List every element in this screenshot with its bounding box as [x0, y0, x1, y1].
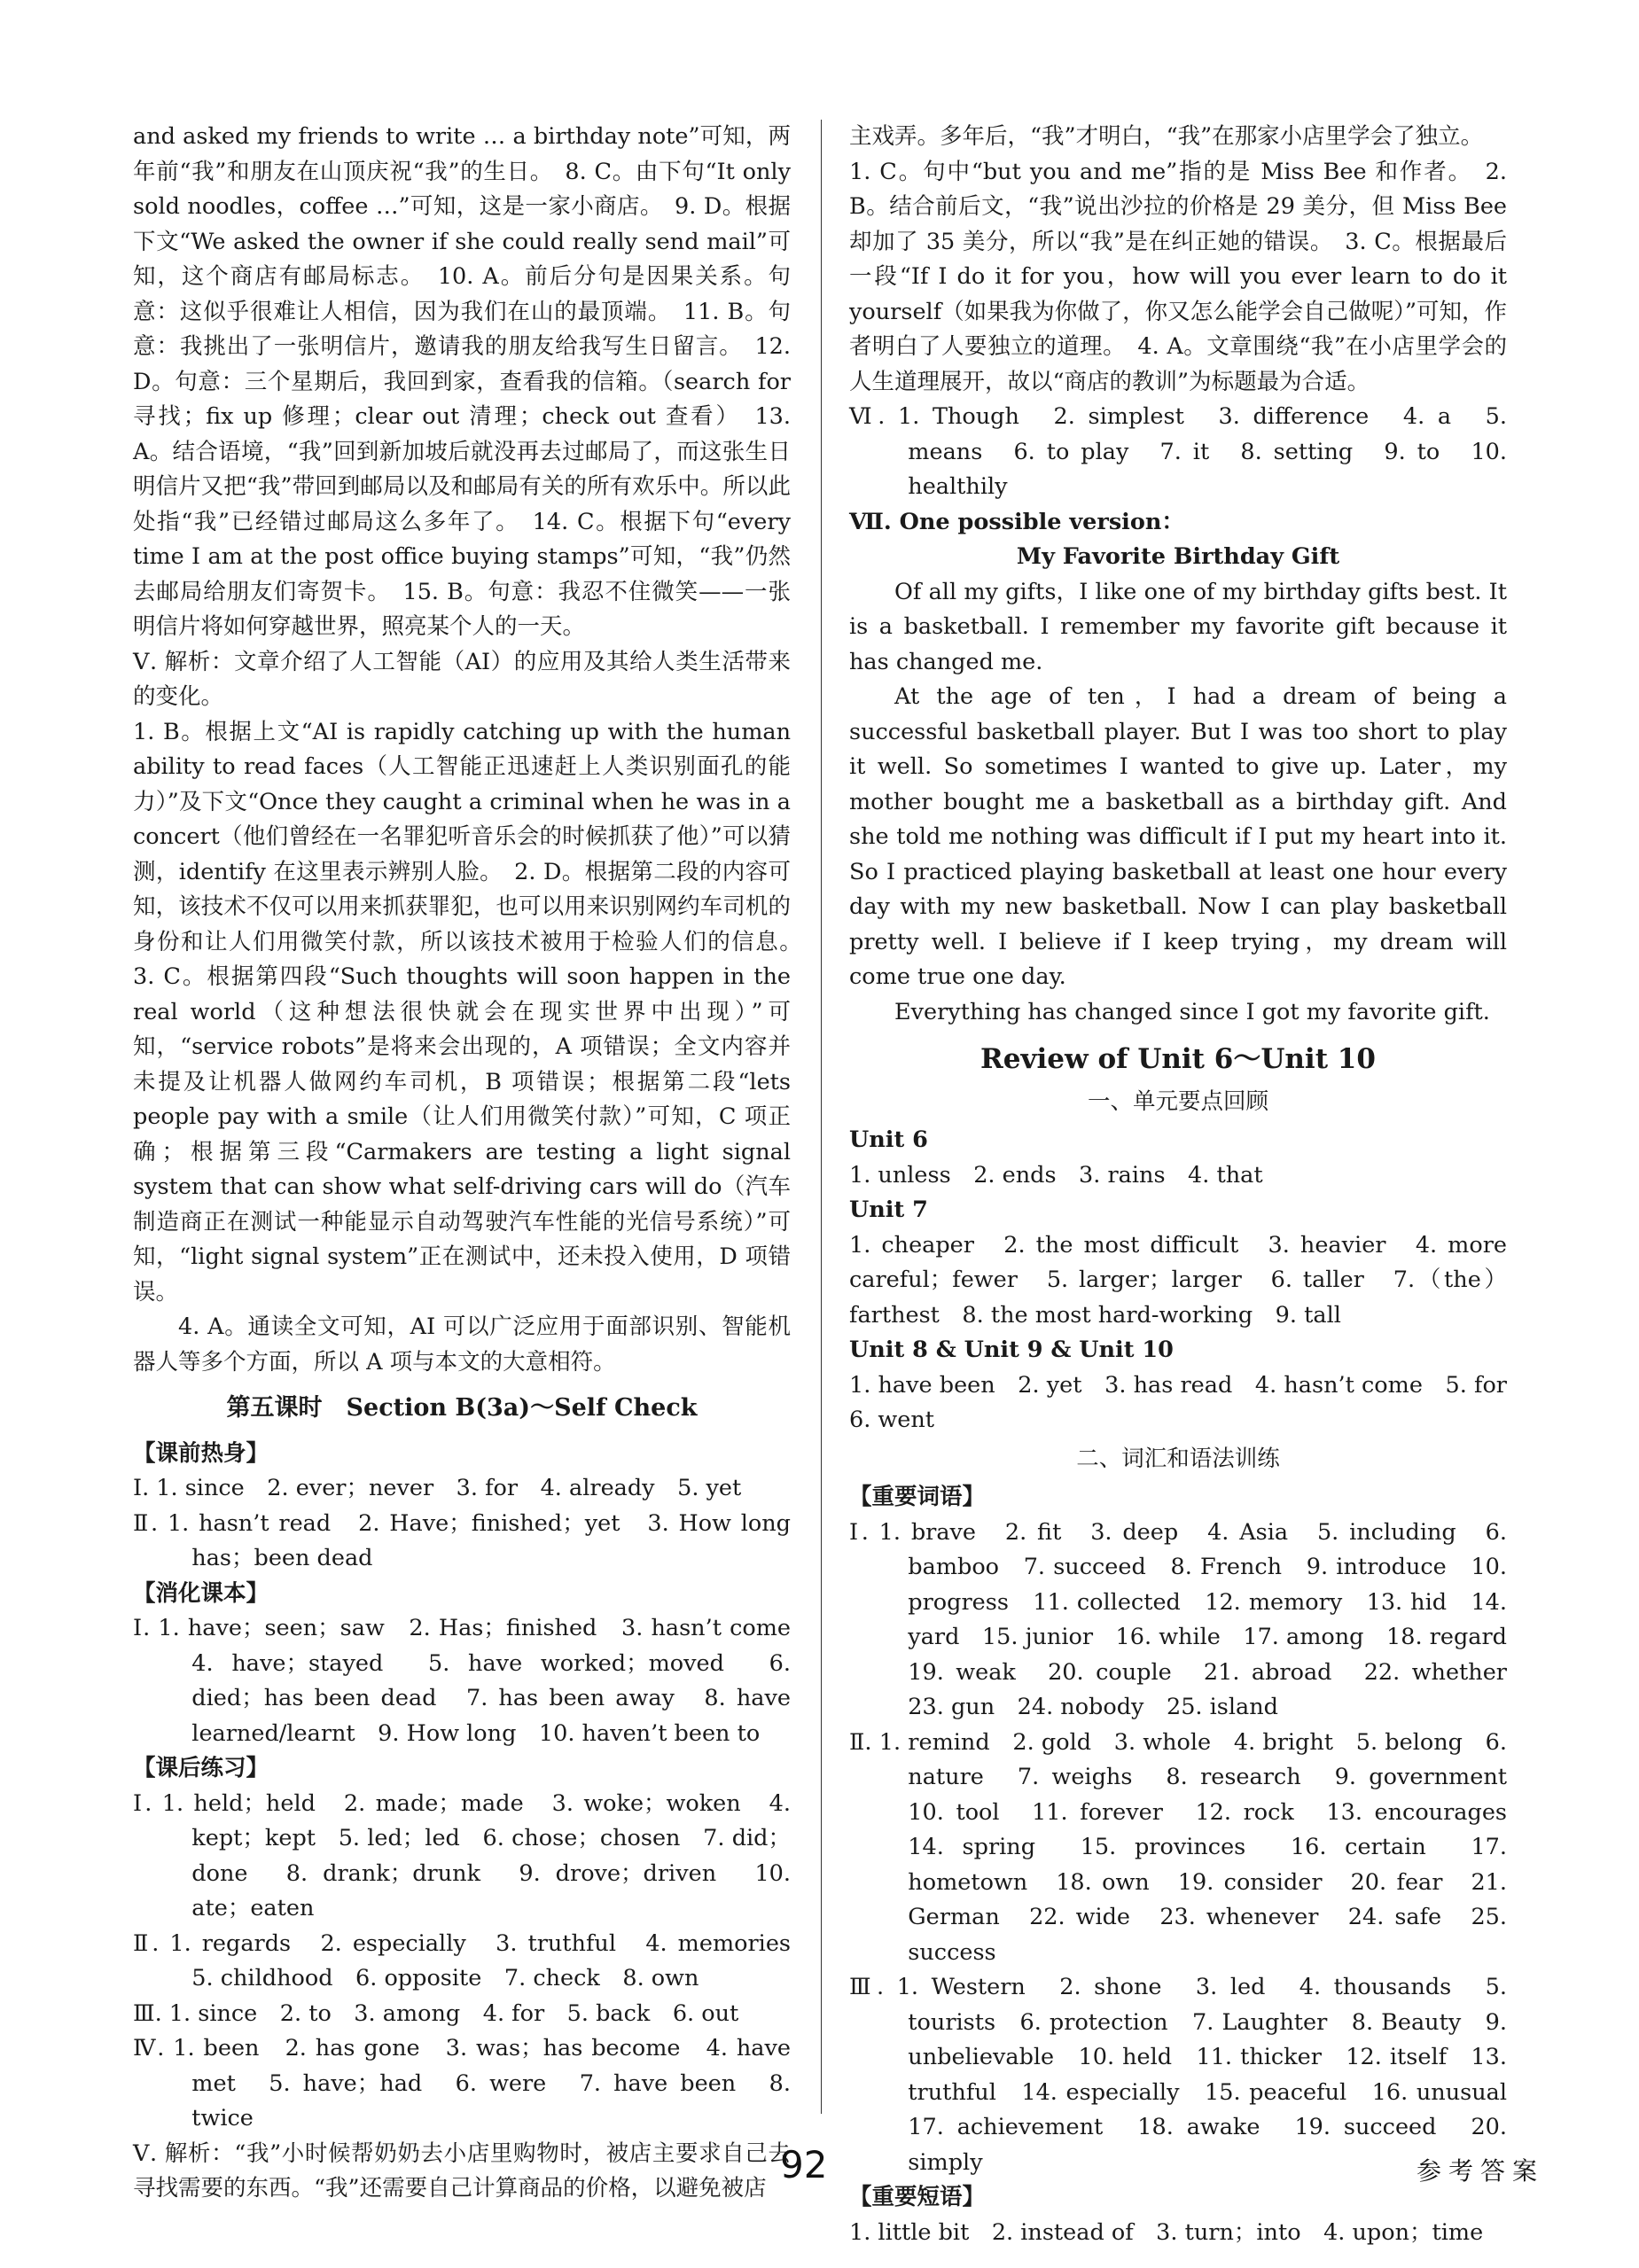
essay-paragraph: At the age of ten，I had a dream of being a successful basketball player. But I was too short to play it well. So sometimes I wanted to give up. Later，my mother bought me a basketball as a birthday gift. And she told me nothing was difficult if I put my heart into it. So I practiced playing basketball at least one hour every day with my new basketball. Now I can play basketball pretty well. I believe if I keep trying，my dream will come true one day.	[849, 683, 1507, 990]
words-item: Ⅰ. 1. brave 2. fit 3. deep 4. Asia 5. including 6. bamboo 7. succeed 8. French 9. introduce 10. progress 11. collected 12. memory 13. hid 14. yard 15. junior 16. while 17. among 18. regard 19. weak 20. couple 21. abroad 22. whether 23. gun 24. nobody 25. island	[849, 1518, 1530, 1720]
unit-label: Unit 6	[849, 1126, 928, 1153]
words-item: Ⅱ. 1. remind 2. gold 3. whole 4. bright 5. belong 6. nature 7. weighs 8. research 9. government 10. tool 11. forever 12. rock 13. encourages 14. spring 15. provinces 16. certain 17. hometown 18. own 19. consider 20. fear 21. German 22. wide 23. whenever 24. safe 25. success	[849, 1728, 1530, 1966]
lesson-title: 第五课时 Section B(3a)～Self Check	[226, 1394, 698, 1422]
unit-answers: 1. unless 2. ends 3. rains 4. that	[849, 1161, 1263, 1189]
unit-label: Unit 8 & Unit 9 & Unit 10	[849, 1337, 1174, 1363]
phrases-label: 【重要短语】	[849, 2184, 986, 2210]
page-number: 92	[780, 2143, 828, 2186]
left-paragraph-3: 1. B。根据上文“AI is rapidly catching up with the human ability to read faces（人工智能正迅速赶上人类识别面孔的能力）”及下文“Once they caught a criminal when he was in a concert（他们曾经在一名罪犯听音乐会的时候抓获了他）”可以猜测，identify 在这里表示辨别人脸。 2. D。根据第二段的内容可知，该技术不仅可以用来抓获罪犯，也可以用来识别网约车司机的身份和让人们用微笑付款，所以该技术被用于检验人们的信息。 3. C。根据第四段“Such thoughts will soon happen in the real world（这种想法很快就会在现实世界中出现）”可知，“service robots”是将来会出现的，A 项错误；全文内容并未提及让机器人做网约车司机，B 项错误；根据第二段“lets people pay with a smile（让人们用微笑付款）”可知，C 项正确；根据第三段“Carmakers are testing a light signal system that can show what self-driving cars will do（汽车制造商正在测试一种能显示自动驾驶汽车性能的光信号系统）”可知，“light signal system”正在测试中，还未投入使用，D 项错误。	[133, 718, 814, 1305]
section-vi: Ⅵ. 1. Though 2. simplest 3. difference 4. a 5. means 6. to play 7. it 8. setting 9. to 10. healthily	[849, 403, 1507, 500]
left-paragraph-2: Ⅴ. 解析：文章介绍了人工智能（AI）的应用及其给人类生活带来的变化。	[133, 648, 791, 710]
after-item: Ⅲ. 1. since 2. to 3. among 4. for 5. back 6. out	[133, 1999, 739, 2027]
digest-item: Ⅰ. 1. have；seen；saw 2. Has；finished 3. hasn’t come 4. have；stayed 5. have worked；moved 6. died；has been dead 7. has been away 8. have learned/learnt 9. How long 10. haven’t been to	[133, 1615, 814, 1747]
warmup-item: Ⅱ. 1. hasn’t read 2. Have；finished；yet 3. How long has；been dead	[133, 1509, 791, 1571]
essay-title: My Favorite Birthday Gift	[1016, 543, 1340, 570]
review-title: Review of Unit 6～Unit 10	[980, 1043, 1376, 1075]
after-label: 【课后练习】	[133, 1755, 269, 1781]
unit-answers: 1. cheaper 2. the most difficult 3. heavier 4. more careful；fewer 5. larger；larger 6. taller 7.（the）farthest 8. the most hard-working 9. tall	[849, 1231, 1507, 1329]
after-item: Ⅰ. 1. held；held 2. made；made 3. woke；woken 4. kept；kept 5. led；led 6. chose；chosen 7. did；done 8. drank；drunk 9. drove；driven 10. ate；eaten	[133, 1789, 791, 1921]
unit-label: Unit 7	[849, 1196, 928, 1223]
warmup-label: 【课前热身】	[133, 1439, 269, 1467]
answer-key-label: 参考答案	[1417, 2156, 1545, 2186]
left-paragraph-4: 4. A。通读全文可知，AI 可以广泛应用于面部识别、智能机器人等多个方面，所以 A 项与本文的大意相符。	[133, 1313, 791, 1376]
right-paragraph-1: 主戏弄。多年后，“我”才明白，“我”在那家小店里学会了独立。	[849, 123, 1484, 150]
words-item: Ⅲ. 1. Western 2. shone 3. led 4. thousands 5. tourists 6. protection 7. Laughter 8. Beauty 9. unbelievable 10. held 11. thicker 12. itself 13. truthful 14. especially 15. peaceful 16. unusual 17. achievement 18. awake 19. succeed 20. simply	[849, 1974, 1530, 2176]
words-label: 【重要词语】	[849, 1484, 986, 1510]
section-1-heading: 一、单元要点回顾	[1087, 1087, 1268, 1115]
after-item: Ⅱ. 1. regards 2. especially 3. truthful 4. memories 5. childhood 6. opposite 7. check 8. own	[133, 1929, 814, 1991]
after-item: Ⅴ. 解析：“我”小时候帮奶奶去小店里购物时，被店主要求自己去寻找需要的东西。“我”还需要自己计算商品的价格，以避免被店	[133, 2139, 791, 2202]
essay-paragraph: Everything has changed since I got my favorite gift.	[894, 998, 1490, 1025]
phrases-item: 1. little bit 2. instead of 3. turn；into 4. upon；time	[849, 2218, 1484, 2246]
essay-paragraph: Of all my gifts，I like one of my birthday gifts best. It is a basketball. I remember my favorite gift because it has changed me.	[849, 578, 1507, 675]
warmup-item: Ⅰ. 1. since 2. ever；never 3. for 4. already 5. yet	[133, 1475, 742, 1501]
left-paragraph-1: and asked my friends to write … a birthday note”可知，两年前“我”和朋友在山顶庆祝“我”的生日。 8. C。由下句“It only sold noodles，coffee …”可知，这是一家小商店。 9. D。根据下文“We asked the owner if she could really send mail”可知，这个商店有邮局标志。 10. A。前后分句是因果关系。句意：这似乎很难让人相信，因为我们在山的最顶端。 11. B。句意：我挑出了一张明信片，邀请我的朋友给我写生日留言。 12. D。句意：三个星期后，我回到家，查看我的信箱。（search for 寻找；fix up 修理；clear out 清理；check out 查看） 13. A。结合语境，“我”回到新加坡后就没再去过邮局了，而这张生日明信片又把“我”带回到邮局以及和邮局有关的所有欢乐中。所以此处指“我”已经错过邮局这么多年了。 14. C。根据下句“every time I am at the post office buying stamps”可知，“我”仍然去邮局给朋友们寄贺卡。 15. B。句意：我忍不住微笑——一张明信片将如何穿越世界，照亮某个人的一天。	[133, 123, 791, 640]
right-column	[849, 120, 1530, 2250]
column-divider	[821, 120, 822, 2114]
unit-answers: 1. have been 2. yet 3. has read 4. hasn’t come 5. for 6. went	[849, 1371, 1530, 1433]
section-vii-label: Ⅶ. One possible version：	[849, 508, 1184, 535]
section-2-heading: 二、词汇和语法训练	[1076, 1445, 1280, 1472]
right-paragraph-2: 1. C。句中“but you and me”指的是 Miss Bee 和作者。 2. B。结合前后文，“我”说出沙拉的价格是 29 美分，但 Miss Bee 却加了 35 美分，所以“我”是在纠正她的错误。 3. C。根据最后一段“If I do it for you，how will you ever learn to do it yourself（如果我为你做了，你又怎么能学会自己做呢）”可知，作者明白了人要独立的道理。 4. A。文章围绕“我”在小店里学会的人生道理展开，故以“商店的教训”为标题最为合适。	[849, 158, 1507, 395]
after-item: Ⅳ. 1. been 2. has gone 3. was；has become 4. have met 5. have；had 6. were 7. have been 8. twice	[133, 2035, 791, 2132]
digest-label: 【消化课本】	[133, 1579, 269, 1607]
